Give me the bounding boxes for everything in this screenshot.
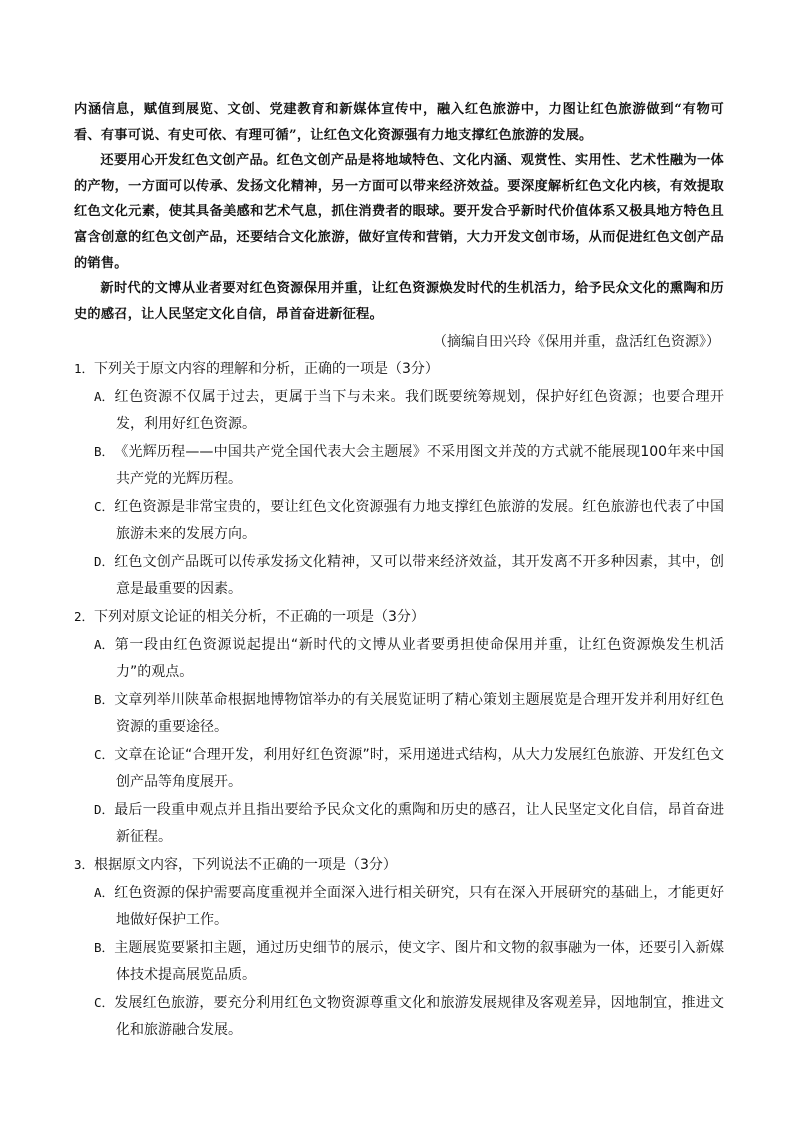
option-d[interactable] [74,796,724,851]
option-letter: C． [94,747,115,762]
option-letter: B． [94,444,115,459]
question-3 [74,851,724,1044]
option-a[interactable] [74,383,724,438]
question-stem [74,851,724,879]
option-letter: A． [94,637,115,652]
option-letter: D． [94,802,115,817]
option-letter: C． [94,995,115,1010]
option-letter: A． [94,885,115,900]
option-b[interactable] [74,934,724,989]
option-b[interactable] [74,686,724,741]
option-a[interactable] [74,631,724,686]
option-text: 发展红色旅游，要充分利用红色文物资源尊重文化和旅游发展规律及客观差异，因地制宜，推进文化和旅游融合发展。 [114,995,724,1038]
option-c[interactable] [74,493,724,548]
question-number: 3． [74,857,95,872]
question-text: 下列关于原文内容的理解和分析，正确的一项是（3分） [94,361,439,377]
option-text: 红色文创产品既可以传承发扬文化精神，又可以带来经济效益，其开发离不开多种因素，其中，创意是最重要的因素。 [114,554,724,597]
option-text: 文章在论证“合理开发，利用好红色资源”时，采用递进式结构，从大力发展红色旅游、开发红色文创产品等角度展开。 [114,747,724,790]
option-letter: C． [94,499,115,514]
question-1 [74,355,724,603]
option-letter: B． [94,940,115,955]
option-letter: A． [94,389,115,404]
question-2 [74,603,724,851]
option-text: 主题展览要紧扣主题，通过历史细节的展示，使文字、图片和文物的叙事融为一体，还要引入新媒体技术提高展览品质。 [114,940,724,983]
question-text: 根据原文内容，下列说法不正确的一项是（3分） [94,857,397,873]
option-c[interactable] [74,741,724,796]
option-text: 红色资源的保护需要高度重视并全面深入进行相关研究，只有在深入开展研究的基础上，才能更好地做好保护工作。 [114,885,724,928]
passage-paragraph: 还要用心开发红色文创产品。红色文创产品是将地域特色、文化内涵、观赏性、实用性、艺术性融为一体的产物，一方面可以传承、发扬文化精神，另一方面可以带来经济效益。要深度解析红色文化内核，有效提取红色文化元素，使其具备美感和艺术气息，抓住消费者的眼球。要开发合乎新时代价值体系又极具地方特色且富含创意的红色文创产品，还要结合文化旅游，做好宣传和营销，大力开发文创市场，从而促进红色文创产品的销售。 [74,153,724,271]
passage-source: （摘编自田兴玲《保用并重，盘活红色资源》） [433,334,720,350]
option-letter: D． [94,554,115,569]
option-text: 文章列举川陕革命根据地博物馆举办的有关展览证明了精心策划主题展览是合理开发并利用好红色资源的重要途径。 [114,692,724,735]
option-text: 《光辉历程——中国共产党全国代表大会主题展》不采用图文并茂的方式就不能展现100年来中国共产党的光辉历程。 [114,444,724,487]
option-a[interactable] [74,879,724,934]
question-number: 1． [74,361,95,376]
passage-paragraph: 新时代的文博从业者要对红色资源保用并重，让红色资源焕发时代的生机活力，给予民众文化的熏陶和历史的感召，让人民坚定文化自信，昂首奋进新征程。 [74,281,724,322]
question-number: 2． [74,609,95,624]
question-list [74,355,724,1044]
option-d[interactable] [74,548,724,603]
passage-paragraph: 内涵信息，赋值到展览、文创、党建教育和新媒体宣传中，融入红色旅游中，力图让红色旅游做到“有物可看、有事可说、有史可依、有理可循”，让红色文化资源强有力地支撑红色旅游的发展。 [74,102,724,143]
question-text: 下列对原文论证的相关分析，不正确的一项是（3分） [94,609,425,625]
question-stem [74,355,724,383]
option-letter: B． [94,692,115,707]
reading-passage [74,97,724,327]
option-text: 红色资源不仅属于过去，更属于当下与未来。我们既要统筹规划，保护好红色资源；也要合理开发，利用好红色资源。 [114,389,724,432]
option-b[interactable] [74,438,724,493]
option-text: 红色资源是非常宝贵的，要让红色文化资源强有力地支撑红色旅游的发展。红色旅游也代表了中国旅游未来的发展方向。 [114,499,724,542]
option-text: 第一段由红色资源说起提出“新时代的文博从业者要勇担使命保用并重，让红色资源焕发生机活力”的观点。 [114,637,724,680]
question-stem [74,603,724,631]
option-text: 最后一段重申观点并且指出要给予民众文化的熏陶和历史的感召，让人民坚定文化自信，昂首奋进新征程。 [114,802,724,845]
option-c[interactable] [74,989,724,1044]
